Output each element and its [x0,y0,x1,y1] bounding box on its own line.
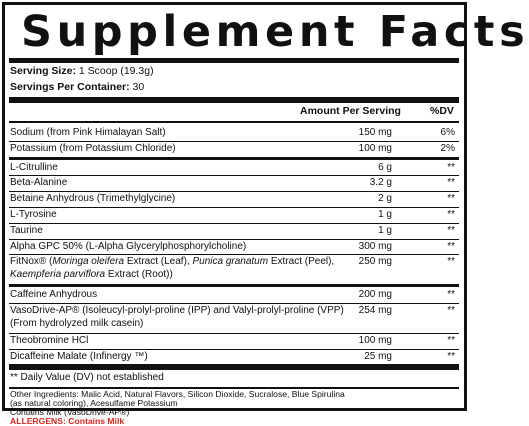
dv-header: %DV [430,105,454,117]
servings-per-container-value: 30 [132,81,145,93]
fitnox-species-punica: Punica granatum [192,256,269,267]
ingredient-amount: 25 mg [364,351,392,362]
nutrient-name: Sodium (from Pink Himalayan Salt) [10,127,166,138]
ingredient-row [5,177,464,189]
ingredient-row-fitnox [5,256,464,282]
fitnox-extract-leaf: Extract (Leaf), [126,256,190,267]
ingredient-name: L-Tyrosine [10,209,57,220]
row-divider [9,254,459,255]
nutrient-dv: 2% [440,143,455,154]
other-ingredients-line2: (as natural coloring), Acesulfame Potassium [10,398,178,408]
ingredient-row [5,193,464,205]
ingredient-dv: ** [447,256,455,267]
section-divider [9,284,459,287]
nutrient-amount: 100 mg [358,143,392,154]
ingredient-row [5,209,464,221]
ingredient-row [5,335,464,347]
serving-size-value: 1 Scoop (19.3g) [78,65,154,77]
ingredient-amount: 3.2 g [369,177,392,188]
ingredient-dv: ** [447,351,455,362]
ingredient-name: Caffeine Anhydrous [10,289,98,300]
row-divider [9,223,459,224]
other-ingredients-line3: Contains Milk (VasoDrive-AP®) [10,407,130,417]
ingredient-amount: 254 mg [358,305,392,316]
ingredient-row [5,289,464,301]
ingredient-dv: ** [447,241,455,252]
ingredient-name: Betaine Anhydrous (Trimethylglycine) [10,193,176,204]
serving-size [10,65,154,77]
vasodrive-line2: (From hydrolyzed milk casein) [10,318,144,329]
ingredient-name: Alpha GPC 50% (L-Alpha Glycerylphosphorylcholine) [10,241,247,252]
servings-per-container-label: Servings Per Container: [10,81,130,93]
ingredient-amount: 200 mg [358,289,392,300]
dv-footnote: ** Daily Value (DV) not established [10,372,164,383]
fitnox-extract-root: Extract (Root)) [107,269,173,280]
amount-per-serving-header: Amount Per Serving [300,105,401,117]
nutrient-row [5,143,464,155]
section-divider-thick [9,364,459,370]
row-divider [9,303,459,304]
nutrient-amount: 150 mg [358,127,392,138]
vasodrive-line1: VasoDrive-AP® (Isoleucyl-prolyl-proline (IPP) and Valyl-prolyl-proline (VPP) [10,305,344,316]
ingredient-amount: 6 g [378,162,392,173]
allergens-statement: ALLERGENS: Contains Milk [10,416,125,426]
supplement-facts-label [2,2,529,426]
ingredient-name: L-Citrulline [10,162,58,173]
ingredient-amount: 1 g [378,225,392,236]
ingredient-name: Dicaffeine Malate (Infinergy ™) [10,351,148,362]
servings-per-container [10,81,144,93]
ingredient-amount: 100 mg [358,335,392,346]
ingredient-row [5,162,464,174]
ingredient-dv: ** [447,225,455,236]
ingredient-dv: ** [447,335,455,346]
row-divider [9,349,459,350]
row-divider [9,191,459,192]
row-divider [9,239,459,240]
ingredient-amount: 1 g [378,209,392,220]
row-divider [9,333,459,334]
fitnox-extract-peel: Extract (Peel), [270,256,335,267]
ingredient-name: Beta-Alanine [10,177,68,188]
header-divider [9,121,459,123]
ingredient-name: Taurine [10,225,43,236]
fitnox-line1: FitNox® (Moringa oleifera Extract (Leaf), Punica granatum Extract (Peel), [10,256,335,267]
fitnox-species-moringa: Moringa oleifera [52,256,125,267]
nutrient-row [5,127,464,139]
ingredient-row-vasodrive [5,305,464,331]
row-divider [9,141,459,142]
fitnox-brand: FitNox® [10,256,47,267]
ingredient-dv: ** [447,177,455,188]
ingredient-dv: ** [447,193,455,204]
nutrient-name: Potassium (from Potassium Chloride) [10,143,176,154]
fitnox-line2 [10,269,173,281]
ingredient-amount: 300 mg [358,241,392,252]
serving-size-label: Serving Size: [10,65,76,77]
ingredient-row [5,351,464,363]
row-divider [9,175,459,176]
ingredient-dv: ** [447,305,455,316]
label-title: Supplement Facts [21,7,529,57]
section-divider [9,157,459,160]
ingredient-dv: ** [447,289,455,300]
nutrient-dv: 6% [440,127,455,138]
row-divider [9,207,459,208]
ingredient-amount: 2 g [378,193,392,204]
ingredient-dv: ** [447,209,455,220]
ingredient-row [5,225,464,237]
ingredient-amount: 250 mg [358,256,392,267]
title-divider [9,58,459,63]
ingredient-dv: ** [447,162,455,173]
ingredient-row [5,241,464,253]
fitnox-species-kaempferia: Kaempferia parviflora [10,269,106,280]
serving-divider [9,97,459,103]
ingredient-name: Theobromine HCl [10,335,89,346]
other-ingredients-line1: Other Ingredients: Malic Acid, Natural Flavors, Silicon Dioxide, Sucralose, Blue Spirulina [10,389,345,399]
